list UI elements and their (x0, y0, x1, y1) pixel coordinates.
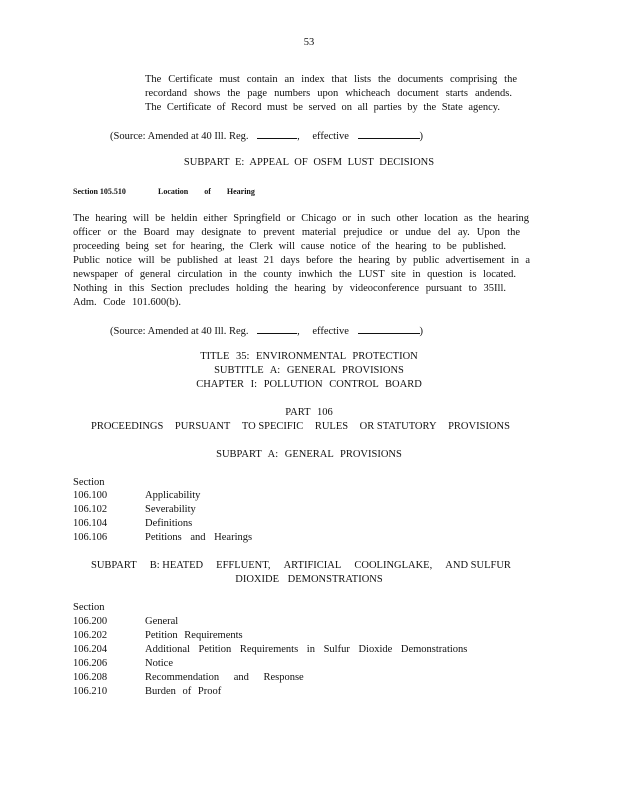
section-heading-title: Location of Hearing (158, 187, 255, 196)
heading-word: ARTIFICIAL (283, 560, 342, 571)
part-title-word: RULES (314, 421, 349, 432)
toc-title: General (145, 616, 179, 627)
source-note-lead: (Source: Amended at 40 Ill. Reg. (110, 131, 249, 142)
toc-row (0, 531, 618, 545)
date-blank (257, 324, 297, 334)
paragraph-line: The Certificate of Record must be served on all parties by the State agency. (145, 102, 500, 113)
part-heading: PART 106 (285, 407, 333, 418)
paragraph-line: Nothing in this Section precludes holding the hearing by videoconference pursuant to 35Ill. (73, 283, 506, 294)
toc-row (0, 517, 618, 531)
toc-row (0, 503, 618, 517)
toc-title: Petitions and Hearings (145, 532, 253, 543)
toc-number: 106.200 (73, 616, 108, 627)
toc-number: 106.202 (73, 630, 108, 641)
heading-word: AND SULFUR (445, 560, 511, 571)
toc-number: 106.104 (73, 518, 108, 529)
source-note-effective: effective (312, 131, 349, 142)
paragraph-line: The Certificate must contain an index that lists the documents comprising the (145, 74, 517, 85)
heading-word: COOLINGLAKE, (354, 560, 433, 571)
effective-blank (358, 129, 420, 139)
toc-row (0, 615, 618, 629)
toc-title: Definitions (145, 518, 193, 529)
toc-title: Applicability (145, 490, 201, 501)
paragraph-line: Public notice will be published at least 21 days before the hearing by public advertisement in a (73, 255, 530, 266)
source-note-lead: (Source: Amended at 40 Ill. Reg. (110, 326, 249, 337)
effective-blank (358, 324, 420, 334)
subtitle-line: SUBTITLE A: GENERAL PROVISIONS (214, 365, 404, 376)
toc-number: 106.106 (73, 532, 108, 543)
page-number: 53 (303, 37, 315, 48)
toc-row (0, 643, 618, 657)
source-note-effective: effective (312, 326, 349, 337)
date-blank (257, 129, 297, 139)
toc-title: Notice (145, 658, 173, 669)
subpart-e-heading: SUBPART E: APPEAL OF OSFM LUST DECISIONS (183, 157, 435, 168)
paragraph-line: The hearing will be heldin either Springfield or Chicago or in such other location as the hearing (73, 213, 529, 224)
title-line: TITLE 35: ENVIRONMENTAL PROTECTION (200, 351, 418, 362)
source-note (110, 324, 423, 339)
toc-title: Petition Requirements (145, 630, 243, 641)
source-note (110, 129, 423, 144)
part-title (91, 420, 510, 434)
toc-title: Severability (145, 504, 196, 515)
paragraph-line: officer or the Board may designate to prevent material prejudice or undue del ay. Upon the (73, 227, 520, 238)
toc-row (0, 489, 618, 503)
heading-word: SUBPART (91, 560, 137, 571)
part-title-word: PROVISIONS (448, 421, 510, 432)
toc-number: 106.102 (73, 504, 108, 515)
section-heading-number: Section 105.510 (73, 187, 126, 196)
toc-section-label: Section (73, 602, 105, 613)
toc-row (0, 629, 618, 643)
toc-title: Additional Petition Requirements in Sulfur Dioxide Demonstrations (145, 644, 468, 655)
source-note-close: ) (419, 326, 424, 337)
toc-number: 106.210 (73, 686, 108, 697)
toc-number: 106.204 (73, 644, 108, 655)
paragraph-line: recordand shows the page numbers upon whicheach document starts andends. (145, 88, 512, 99)
toc-number: 106.206 (73, 658, 108, 669)
part-title-word: PURSUANT (174, 421, 231, 432)
paragraph-line: newspaper of general circulation in the county inwhich the LUST site in question is located. (73, 269, 516, 280)
source-note-comma: , (297, 131, 300, 142)
paragraph-line: proceeding being set for hearing, the Clerk will cause notice of the hearing to be published. (73, 241, 506, 252)
toc-number: 106.100 (73, 490, 108, 501)
toc-number: 106.208 (73, 672, 108, 683)
part-title-word: TO SPECIFIC (241, 421, 304, 432)
heading-word: EFFLUENT, (216, 560, 271, 571)
heading-word: B: HEATED (149, 560, 204, 571)
toc-title: Burden of Proof (145, 686, 222, 697)
toc-row (0, 685, 618, 699)
paragraph-line: Adm. Code 101.600(b). (73, 297, 182, 308)
source-note-comma: , (297, 326, 300, 337)
part-title-word: PROCEEDINGS (91, 421, 164, 432)
subpart-a-heading: SUBPART A: GENERAL PROVISIONS (216, 449, 402, 460)
part-title-word: OR STATUTORY (359, 421, 437, 432)
toc-row (0, 671, 618, 685)
subpart-b-heading (91, 559, 511, 573)
toc-row (0, 657, 618, 671)
toc-section-label: Section (73, 477, 105, 488)
toc-title: Recommendation and Response (145, 672, 304, 683)
subpart-b-heading-line2: DIOXIDE DEMONSTRATIONS (235, 574, 383, 585)
chapter-line: CHAPTER I: POLLUTION CONTROL BOARD (196, 379, 422, 390)
source-note-close: ) (419, 131, 424, 142)
